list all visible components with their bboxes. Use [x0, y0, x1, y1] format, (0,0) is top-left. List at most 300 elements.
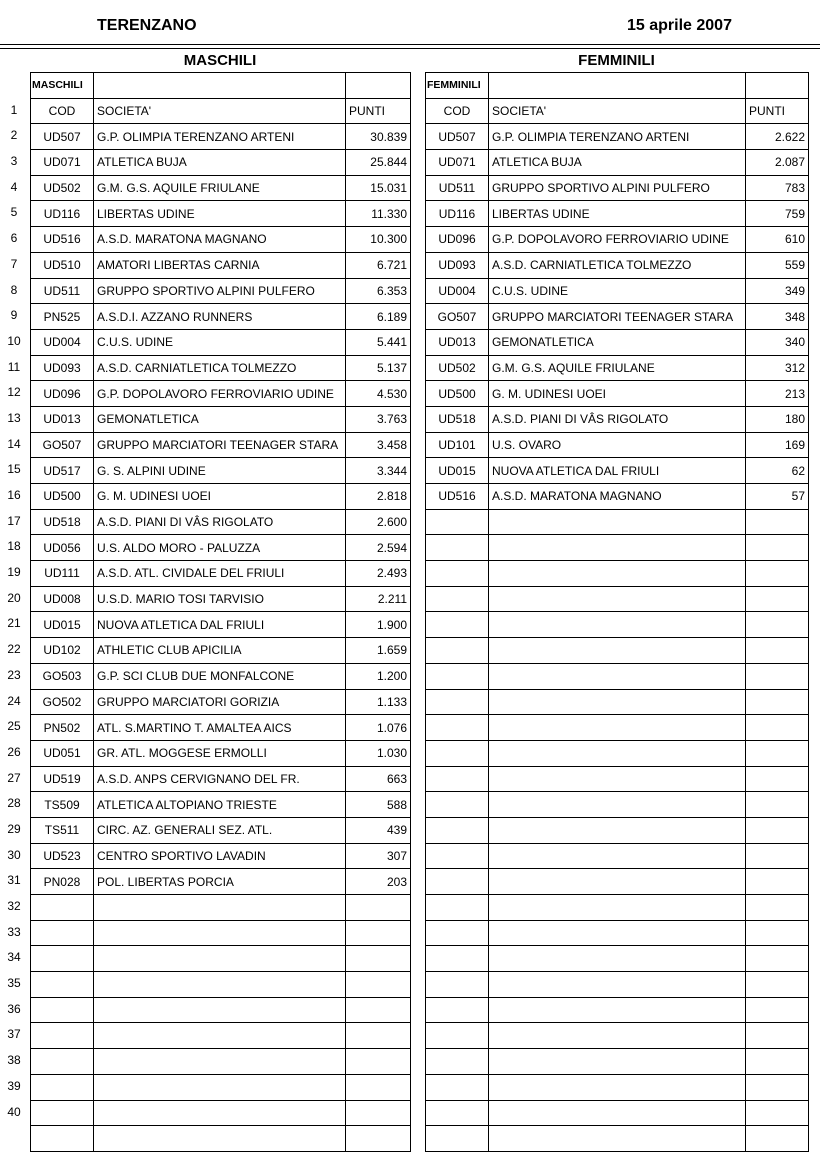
male-cell-societa: ATLETICA ALTOPIANO TRIESTE [94, 792, 346, 818]
male-cell-societa [94, 1049, 346, 1075]
row-number: 28 [7, 796, 21, 811]
male-table-row [31, 355, 411, 381]
female-cell-cod: UD071 [426, 150, 489, 176]
male-cell-punti: 5.137 [346, 355, 411, 381]
male-cell-societa [94, 1023, 346, 1049]
female-table-row [426, 1126, 809, 1152]
male-cell-societa: ATL. S.MARTINO T. AMALTEA AICS [94, 715, 346, 741]
female-cell-societa: G.P. OLIMPIA TERENZANO ARTENI [489, 124, 746, 150]
female-cell-cod: UD004 [426, 278, 489, 304]
female-cell-punti [746, 869, 809, 895]
male-cell-cod: PN502 [31, 715, 94, 741]
female-cell-cod [426, 997, 489, 1023]
female-cell-societa [489, 1126, 746, 1152]
male-table-row [31, 1126, 411, 1152]
female-cell-cod: UD013 [426, 329, 489, 355]
female-cell-societa [489, 1049, 746, 1075]
row-number: 3 [10, 154, 18, 169]
female-cell-societa [489, 869, 746, 895]
female-cell-cod [426, 972, 489, 998]
row-number: 32 [7, 899, 21, 913]
female-cell-punti: 340 [746, 329, 809, 355]
female-table-row [426, 638, 809, 664]
female-cell-societa [489, 561, 746, 587]
male-table-row [31, 175, 411, 201]
male-cell-cod [31, 1049, 94, 1075]
female-cell-societa [489, 1074, 746, 1100]
male-table-row [31, 1074, 411, 1100]
female-cell-punti [746, 715, 809, 741]
female-cell-cod: UD101 [426, 432, 489, 458]
female-cell-societa [489, 1023, 746, 1049]
female-cell-cod [426, 638, 489, 664]
row-number: 31 [7, 873, 21, 888]
female-cell-societa: GEMONATLETICA [489, 329, 746, 355]
male-cell-societa: AMATORI LIBERTAS CARNIA [94, 252, 346, 278]
female-cell-punti: 312 [746, 355, 809, 381]
row-number: 15 [7, 462, 21, 477]
female-table-row [426, 201, 809, 227]
female-table-header-row [426, 98, 809, 124]
male-cell-cod [31, 997, 94, 1023]
female-cell-cod [426, 663, 489, 689]
female-cell-cod [426, 509, 489, 535]
female-cell-cod [426, 1100, 489, 1126]
female-cell-cod [426, 1074, 489, 1100]
row-number: 34 [7, 950, 21, 965]
female-cell-punti: 62 [746, 458, 809, 484]
male-cell-cod: UD096 [31, 381, 94, 407]
female-cell-cod: UD516 [426, 484, 489, 510]
female-cell-societa: A.S.D. MARATONA MAGNANO [489, 484, 746, 510]
female-col-cod-header: COD [426, 98, 489, 124]
row-number: 23 [7, 667, 21, 682]
male-cell-cod: TS509 [31, 792, 94, 818]
male-cell-cod: UD510 [31, 252, 94, 278]
male-cell-punti: 6.353 [346, 278, 411, 304]
male-col-cod-header: COD [31, 98, 94, 124]
female-ranking-table [425, 72, 809, 1152]
male-table-row [31, 586, 411, 612]
female-table-row [426, 1074, 809, 1100]
female-cell-punti: 2.087 [746, 150, 809, 176]
female-cell-punti [746, 946, 809, 972]
male-table-row [31, 638, 411, 664]
male-table-row [31, 946, 411, 972]
female-cell-societa: NUOVA ATLETICA DAL FRIULI [489, 458, 746, 484]
male-table-row [31, 227, 411, 253]
male-cell-punti [346, 997, 411, 1023]
female-table-row [426, 432, 809, 458]
male-cell-societa [94, 997, 346, 1023]
male-col-punti-header: PUNTI [346, 98, 411, 124]
female-table-row [426, 329, 809, 355]
male-table-row [31, 381, 411, 407]
female-table-row [426, 663, 809, 689]
male-table-row [31, 406, 411, 432]
male-cell-cod: GO503 [31, 663, 94, 689]
row-number: 6 [10, 231, 18, 246]
female-cell-punti [746, 766, 809, 792]
row-number: 37 [7, 1027, 21, 1042]
row-number: 21 [7, 616, 21, 631]
male-cell-punti [346, 1049, 411, 1075]
female-cell-societa [489, 920, 746, 946]
male-cell-cod: TS511 [31, 817, 94, 843]
female-cell-societa: G.P. DOPOLAVORO FERROVIARIO UDINE [489, 227, 746, 253]
male-cell-cod: PN028 [31, 869, 94, 895]
section-title-female: FEMMINILI [578, 52, 655, 69]
male-cell-societa: CIRC. AZ. GENERALI SEZ. ATL. [94, 817, 346, 843]
male-cell-cod [31, 972, 94, 998]
male-cell-cod: UD071 [31, 150, 94, 176]
male-table-row [31, 792, 411, 818]
male-cell-punti: 1.133 [346, 689, 411, 715]
male-cell-cod: UD093 [31, 355, 94, 381]
male-table-row [31, 201, 411, 227]
male-cell-punti: 2.211 [346, 586, 411, 612]
male-table-row [31, 252, 411, 278]
male-cell-societa: C.U.S. UDINE [94, 329, 346, 355]
male-cell-societa: A.S.D. PIANI DI VÂS RIGOLATO [94, 509, 346, 535]
male-cell-cod [31, 1126, 94, 1152]
male-cell-punti: 663 [346, 766, 411, 792]
female-cell-cod [426, 817, 489, 843]
male-cell-societa: G.P. OLIMPIA TERENZANO ARTENI [94, 124, 346, 150]
female-cell-cod [426, 689, 489, 715]
male-cell-punti: 1.659 [346, 638, 411, 664]
female-table-row [426, 817, 809, 843]
female-cell-cod [426, 740, 489, 766]
male-cell-societa: G. M. UDINESI UOEI [94, 484, 346, 510]
row-number: 24 [7, 693, 21, 708]
male-cell-punti: 5.441 [346, 329, 411, 355]
female-table-row [426, 381, 809, 407]
female-table-row [426, 689, 809, 715]
female-cell-punti [746, 509, 809, 535]
female-cell-cod: UD502 [426, 355, 489, 381]
row-number: 13 [7, 410, 21, 425]
male-cell-cod: UD511 [31, 278, 94, 304]
female-table-row [426, 895, 809, 921]
male-table-label: MASCHILI [31, 73, 94, 99]
male-table-row [31, 150, 411, 176]
header-rule-top [0, 44, 820, 45]
female-table-row [426, 766, 809, 792]
female-cell-punti: 783 [746, 175, 809, 201]
female-cell-cod: UD015 [426, 458, 489, 484]
female-cell-punti [746, 997, 809, 1023]
male-cell-societa: G.P. SCI CLUB DUE MONFALCONE [94, 663, 346, 689]
female-cell-societa [489, 997, 746, 1023]
female-cell-societa [489, 689, 746, 715]
female-cell-punti: 610 [746, 227, 809, 253]
female-cell-punti: 348 [746, 304, 809, 330]
male-cell-societa: U.S. ALDO MORO - PALUZZA [94, 535, 346, 561]
male-cell-punti: 1.030 [346, 740, 411, 766]
male-table-row [31, 1023, 411, 1049]
row-number: 38 [7, 1053, 21, 1068]
male-cell-societa: A.S.D.I. AZZANO RUNNERS [94, 304, 346, 330]
male-cell-punti: 1.900 [346, 612, 411, 638]
male-table-row [31, 715, 411, 741]
male-table-row [31, 740, 411, 766]
female-cell-cod: UD507 [426, 124, 489, 150]
male-cell-societa: CENTRO SPORTIVO LAVADIN [94, 843, 346, 869]
male-table-header-row [31, 98, 411, 124]
male-table-row [31, 612, 411, 638]
male-cell-societa: A.S.D. MARATONA MAGNANO [94, 227, 346, 253]
female-cell-cod: UD096 [426, 227, 489, 253]
page-place-title: TERENZANO [97, 17, 197, 34]
male-cell-punti: 3.458 [346, 432, 411, 458]
male-cell-punti [346, 1126, 411, 1152]
male-cell-cod: UD056 [31, 535, 94, 561]
section-title-male: MASCHILI [183, 52, 257, 69]
female-col-punti-header: PUNTI [746, 98, 809, 124]
male-cell-societa: GRUPPO SPORTIVO ALPINI PULFERO [94, 278, 346, 304]
male-table-row [31, 766, 411, 792]
female-table-row [426, 458, 809, 484]
male-cell-societa: G. S. ALPINI UDINE [94, 458, 346, 484]
male-ranking-table [30, 72, 411, 1152]
row-number: 25 [7, 719, 21, 734]
female-cell-societa [489, 1100, 746, 1126]
female-cell-societa [489, 740, 746, 766]
male-table-row [31, 535, 411, 561]
male-cell-punti: 203 [346, 869, 411, 895]
female-cell-punti: 759 [746, 201, 809, 227]
female-cell-cod [426, 612, 489, 638]
female-table-row [426, 175, 809, 201]
female-cell-punti [746, 1049, 809, 1075]
male-cell-punti: 307 [346, 843, 411, 869]
row-number: 12 [7, 385, 21, 400]
female-table-row [426, 278, 809, 304]
male-table-row [31, 304, 411, 330]
male-cell-cod: UD116 [31, 201, 94, 227]
female-cell-societa [489, 663, 746, 689]
row-number: 20 [7, 590, 21, 605]
male-cell-cod [31, 1074, 94, 1100]
female-cell-societa [489, 792, 746, 818]
female-cell-punti [746, 843, 809, 869]
row-number-column [0, 98, 28, 1126]
row-number: 33 [7, 924, 21, 939]
female-cell-punti [746, 972, 809, 998]
female-table-row [426, 920, 809, 946]
male-cell-cod: UD523 [31, 843, 94, 869]
female-cell-punti [746, 1126, 809, 1152]
male-cell-societa: A.S.D. ANPS CERVIGNANO DEL FR. [94, 766, 346, 792]
female-cell-societa: LIBERTAS UDINE [489, 201, 746, 227]
male-cell-cod [31, 895, 94, 921]
male-cell-punti: 10.300 [346, 227, 411, 253]
female-cell-societa: GRUPPO MARCIATORI TEENAGER STARA [489, 304, 746, 330]
male-cell-punti: 2.600 [346, 509, 411, 535]
female-cell-cod [426, 1126, 489, 1152]
male-cell-cod [31, 1023, 94, 1049]
female-cell-cod: UD511 [426, 175, 489, 201]
row-number: 17 [7, 513, 21, 528]
male-cell-cod: UD015 [31, 612, 94, 638]
header-rule-bottom [0, 48, 820, 49]
male-table-row [31, 972, 411, 998]
female-cell-cod [426, 869, 489, 895]
female-table-row [426, 792, 809, 818]
male-cell-societa [94, 920, 346, 946]
female-table-row [426, 1049, 809, 1075]
male-cell-punti [346, 946, 411, 972]
male-table-row [31, 997, 411, 1023]
male-cell-cod: UD051 [31, 740, 94, 766]
male-cell-societa [94, 946, 346, 972]
male-cell-cod: UD516 [31, 227, 94, 253]
female-cell-societa [489, 946, 746, 972]
male-cell-punti [346, 1074, 411, 1100]
row-number: 10 [7, 333, 21, 348]
female-cell-punti [746, 817, 809, 843]
female-cell-cod [426, 1023, 489, 1049]
female-table-row [426, 1100, 809, 1126]
female-cell-punti [746, 612, 809, 638]
female-cell-cod [426, 1049, 489, 1075]
female-cell-punti: 57 [746, 484, 809, 510]
row-number: 27 [7, 770, 21, 785]
female-table-row [426, 740, 809, 766]
female-table-row [426, 843, 809, 869]
male-cell-punti: 2.493 [346, 561, 411, 587]
female-cell-societa [489, 612, 746, 638]
male-table-row [31, 663, 411, 689]
male-table-row [31, 689, 411, 715]
female-cell-cod [426, 586, 489, 612]
female-cell-punti [746, 1074, 809, 1100]
female-table-row [426, 535, 809, 561]
female-table-row [426, 561, 809, 587]
female-cell-societa: G.M. G.S. AQUILE FRIULANE [489, 355, 746, 381]
row-number: 35 [7, 976, 21, 991]
female-cell-punti: 169 [746, 432, 809, 458]
male-cell-societa: ATLETICA BUJA [94, 150, 346, 176]
female-cell-punti: 213 [746, 381, 809, 407]
row-number: 4 [10, 179, 18, 194]
male-table-row [31, 561, 411, 587]
female-cell-cod: UD116 [426, 201, 489, 227]
male-cell-cod: UD500 [31, 484, 94, 510]
female-cell-cod [426, 715, 489, 741]
female-cell-punti: 180 [746, 406, 809, 432]
female-cell-societa [489, 972, 746, 998]
female-cell-societa [489, 535, 746, 561]
male-cell-societa [94, 1126, 346, 1152]
female-cell-societa: G. M. UDINESI UOEI [489, 381, 746, 407]
female-cell-societa [489, 586, 746, 612]
male-cell-cod [31, 946, 94, 972]
male-cell-punti: 30.839 [346, 124, 411, 150]
female-cell-cod: UD093 [426, 252, 489, 278]
male-cell-punti [346, 1023, 411, 1049]
male-cell-punti [346, 972, 411, 998]
male-cell-societa: NUOVA ATLETICA DAL FRIULI [94, 612, 346, 638]
male-cell-cod: PN525 [31, 304, 94, 330]
female-table-row [426, 252, 809, 278]
female-cell-punti [746, 535, 809, 561]
row-number: 36 [7, 1001, 21, 1016]
row-number: 7 [10, 256, 18, 271]
male-cell-punti [346, 920, 411, 946]
female-table-row [426, 715, 809, 741]
female-cell-cod [426, 766, 489, 792]
male-cell-cod: UD507 [31, 124, 94, 150]
female-cell-punti [746, 740, 809, 766]
male-cell-cod: UD518 [31, 509, 94, 535]
page-date: 15 aprile 2007 [627, 17, 732, 34]
female-table-row [426, 612, 809, 638]
male-table-row [31, 509, 411, 535]
male-cell-cod [31, 920, 94, 946]
male-cell-societa: GR. ATL. MOGGESE ERMOLLI [94, 740, 346, 766]
male-cell-societa: A.S.D. CARNIATLETICA TOLMEZZO [94, 355, 346, 381]
row-number: 2 [10, 128, 18, 143]
row-number: 18 [7, 539, 21, 554]
row-number: 39 [7, 1078, 21, 1093]
female-cell-punti [746, 1023, 809, 1049]
male-table-row [31, 920, 411, 946]
male-table-row [31, 329, 411, 355]
male-cell-cod: GO507 [31, 432, 94, 458]
female-cell-cod [426, 920, 489, 946]
female-cell-societa [489, 817, 746, 843]
male-cell-punti [346, 1100, 411, 1126]
female-table-label-row [426, 73, 809, 99]
female-table-row [426, 355, 809, 381]
female-cell-societa: A.S.D. PIANI DI VÂS RIGOLATO [489, 406, 746, 432]
male-table-row [31, 278, 411, 304]
male-cell-cod: UD013 [31, 406, 94, 432]
male-cell-cod: UD008 [31, 586, 94, 612]
female-cell-punti [746, 895, 809, 921]
female-cell-cod [426, 535, 489, 561]
male-cell-punti: 3.763 [346, 406, 411, 432]
male-cell-societa: LIBERTAS UDINE [94, 201, 346, 227]
row-number: 22 [7, 642, 21, 657]
female-cell-societa: ATLETICA BUJA [489, 150, 746, 176]
male-cell-punti: 15.031 [346, 175, 411, 201]
male-cell-societa [94, 1100, 346, 1126]
female-cell-societa: U.S. OVARO [489, 432, 746, 458]
female-table-label: FEMMINILI [426, 73, 489, 99]
female-cell-societa: A.S.D. CARNIATLETICA TOLMEZZO [489, 252, 746, 278]
male-cell-punti: 6.721 [346, 252, 411, 278]
male-cell-cod: UD519 [31, 766, 94, 792]
male-cell-societa [94, 1074, 346, 1100]
female-cell-punti [746, 689, 809, 715]
female-table-row [426, 124, 809, 150]
male-cell-punti: 6.189 [346, 304, 411, 330]
female-table-row [426, 509, 809, 535]
male-cell-punti: 3.344 [346, 458, 411, 484]
row-number: 9 [10, 308, 18, 323]
male-cell-punti: 2.594 [346, 535, 411, 561]
male-cell-punti: 588 [346, 792, 411, 818]
male-table-row [31, 124, 411, 150]
male-cell-cod [31, 1100, 94, 1126]
female-table-row [426, 946, 809, 972]
female-cell-cod: UD518 [426, 406, 489, 432]
female-table-row [426, 586, 809, 612]
female-cell-societa [489, 638, 746, 664]
